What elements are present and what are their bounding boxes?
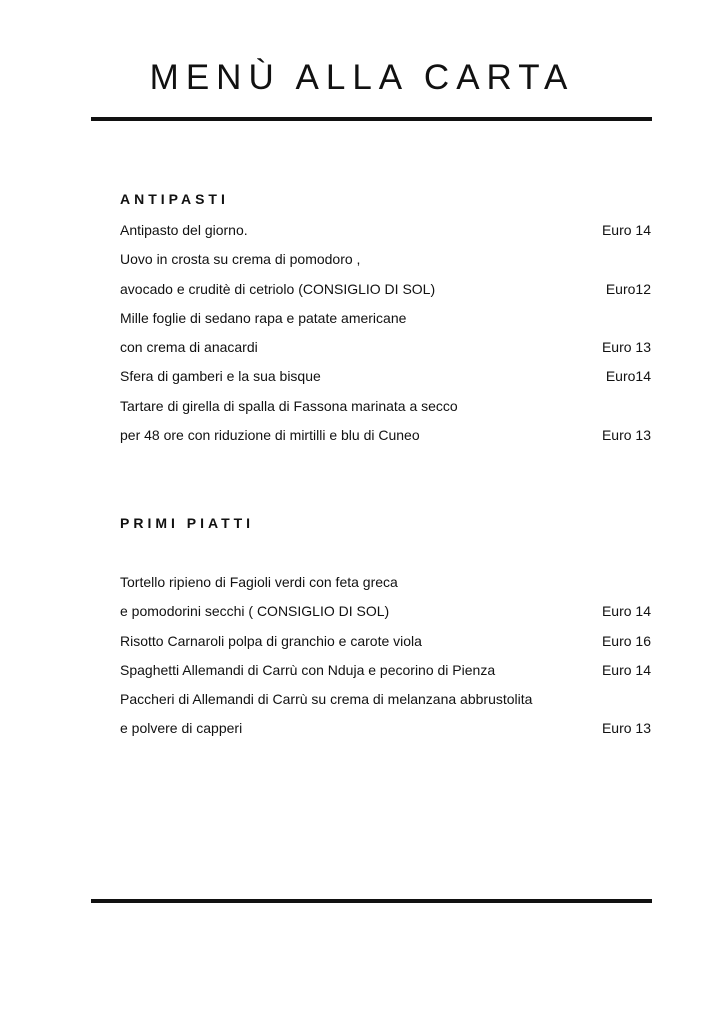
menu-item-row [120,421,651,450]
menu-item-row [120,216,651,245]
menu-item-text: Mille foglie di sedano rapa e patate americane [120,309,407,326]
section-heading-primi-piatti: PRIMI PIATTI [120,515,255,531]
menu-item-row [120,275,651,304]
menu-item-row [120,685,651,714]
menu-item-text: con crema di anacardi [120,339,258,356]
menu-item-price: Euro12 [605,280,651,297]
menu-item-text: e pomodorini secchi ( CONSIGLIO DI SOL) [120,603,390,620]
menu-item-text: avocado e cruditè di cetriolo (CONSIGLIO DI SOL) [120,280,436,297]
menu-item-price: Euro14 [605,368,651,385]
menu-item-row [120,392,651,421]
menu-item-price: Euro 13 [601,720,651,737]
section-heading-antipasti: ANTIPASTI [120,191,229,207]
menu-item-text: Sfera di gamberi e la sua bisque [120,368,321,385]
top-divider [91,117,652,121]
page-title: MENÙ ALLA CARTA [149,58,575,97]
menu-item-price: Euro 14 [601,603,651,620]
menu-item-text: Tortello ripieno di Fagioli verdi con feta greca [120,574,398,590]
menu-item-text: Spaghetti Allemandi di Carrù con Nduja e pecorino di Pienza [120,661,496,678]
antipasti-list [120,216,651,450]
menu-item-text: Tartare di girella di spalla di Fassona marinata a secco [120,397,458,414]
menu-item-row [120,304,651,333]
menu-item-row [120,714,651,743]
menu-item-row [120,656,651,685]
menu-item-text: Risotto Carnaroli polpa di granchio e carote viola [120,632,422,649]
menu-item-row [120,568,651,597]
menu-item-text: Uovo in crosta su crema di pomodoro , [120,251,361,268]
menu-item-price: Euro 14 [601,222,651,238]
menu-item-row [120,627,651,656]
menu-item-text: per 48 ore con riduzione di mirtilli e blu di Cuneo [120,427,420,444]
primi-piatti-list [120,568,651,744]
menu-item-text: Antipasto del giorno. [120,222,248,238]
menu-item-row [120,597,651,626]
bottom-divider [91,899,652,903]
menu-item-text: e polvere di capperi [120,720,243,737]
menu-item-row [120,333,651,362]
menu-item-price: Euro 14 [601,661,651,678]
menu-item-row [120,362,651,391]
menu-item-price: Euro 16 [601,632,651,649]
menu-item-price: Euro 13 [601,339,651,356]
menu-item-price: Euro 13 [601,427,651,444]
menu-item-row [120,245,651,274]
menu-item-text: Paccheri di Allemandi di Carrù su crema di melanzana abbrustolita [120,691,533,708]
